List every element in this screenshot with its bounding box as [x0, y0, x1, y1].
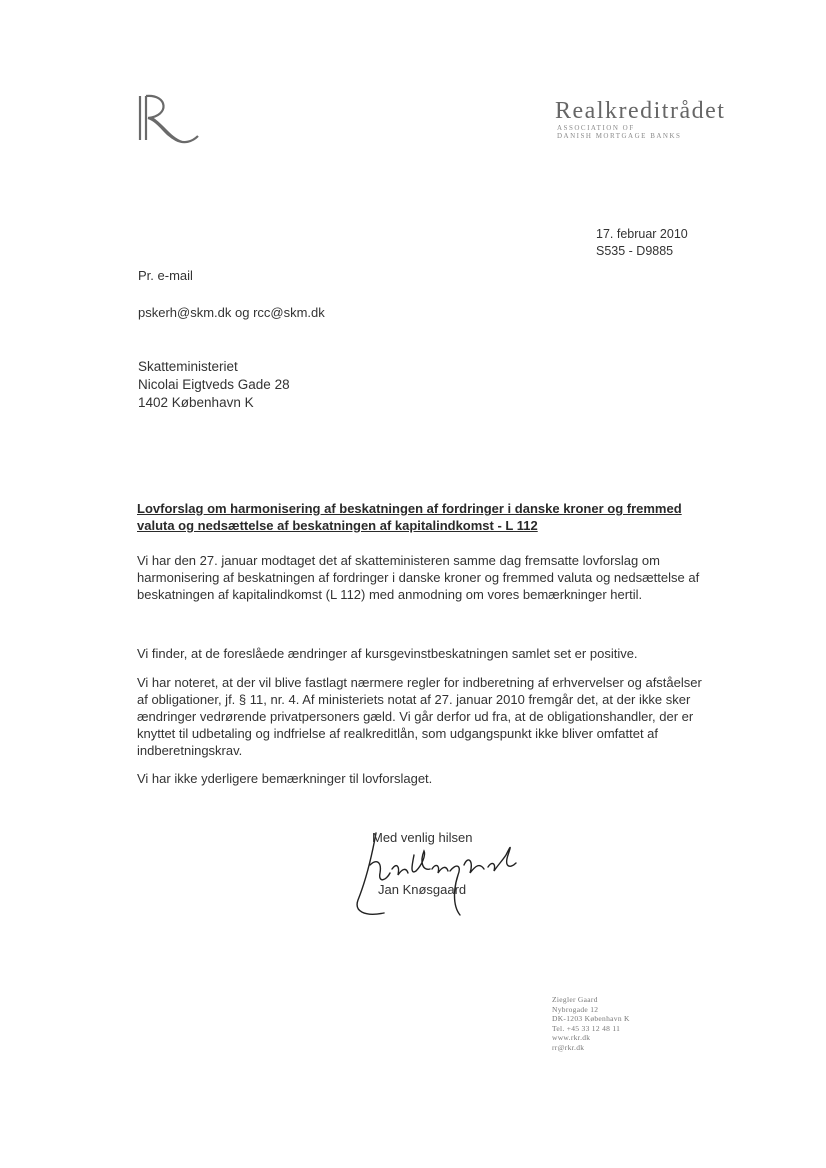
- letter-date: 17. februar 2010: [596, 227, 688, 241]
- recipient-street: Nicolai Eigtveds Gade 28: [138, 377, 290, 392]
- recipient-name: Skatteministeriet: [138, 359, 238, 374]
- body-paragraph-4: Vi har ikke yderligere bemærkninger til lovforslaget.: [137, 771, 433, 786]
- footer-address: [552, 995, 630, 1052]
- footer-line: Nybrogade 12: [552, 1004, 599, 1014]
- body-paragraph-1: Vi har den 27. januar modtaget det af skatteministeren samme dag fremsatte lovforslag om harmonisering af beskatningen af fordringer i danske kroner og fremmed valuta og nedsættelse af beskatningen af kapitalindkomst (L 112) med anmodning om vores bemærkninger hertil.: [137, 553, 700, 602]
- recipient-emails: pskerh@skm.dk og rcc@skm.dk: [138, 305, 325, 320]
- closing-greeting: Med venlig hilsen: [372, 830, 473, 845]
- body-paragraph-3: Vi har noteret, at der vil blive fastlagt nærmere regler for indberetning af erhvervelser og afståelser af obligationer, jf. § 11, nr. 4. Af ministeriets notat af 27. januar 2010 fremgår det, at der ikke sker ændringer vedrørende privatpersoners gæld. Vi går derfor ud fra, at de obligationshandler, der er knyttet til udbetaling og indfrielse af realkreditlån, som udgangspunkt ikke bliver omfattet af indberetningskrav.: [137, 675, 702, 758]
- footer-line: Tel. +45 33 12 48 11: [552, 1023, 621, 1033]
- date-reference-block: [596, 226, 688, 260]
- brand-name: Realkreditrådet: [555, 98, 726, 124]
- delivery-label: Pr. e-mail: [138, 268, 193, 283]
- footer-line: Ziegler Gaard: [552, 995, 598, 1004]
- footer-line: DK-1203 København K: [552, 1014, 630, 1023]
- recipient-city: 1402 København K: [138, 395, 254, 410]
- letter-reference: S535 - D9885: [596, 244, 674, 258]
- footer-line: rr@rkr.dk: [552, 1042, 585, 1052]
- footer-line: www.rkr.dk: [552, 1033, 591, 1042]
- brand-subtitle-line-2: DANISH MORTGAGE BANKS: [557, 132, 682, 140]
- body-paragraph-2: Vi finder, at de foreslåede ændringer af kursgevinstbeskatningen samlet set er positive.: [137, 646, 638, 661]
- recipient-address: [138, 358, 290, 412]
- brand-block: [555, 98, 775, 140]
- letter-subject: Lovforslag om harmonisering af beskatningen af fordringer i danske kroner og fremmed valuta og nedsættelse af beskatningen af kapitalindkomst - L 112: [137, 501, 682, 533]
- realkreditraadet-logo-icon: [134, 90, 206, 148]
- brand-subtitle-line-1: ASSOCIATION OF: [557, 124, 635, 132]
- signatory-name: Jan Knøsgaard: [378, 882, 467, 897]
